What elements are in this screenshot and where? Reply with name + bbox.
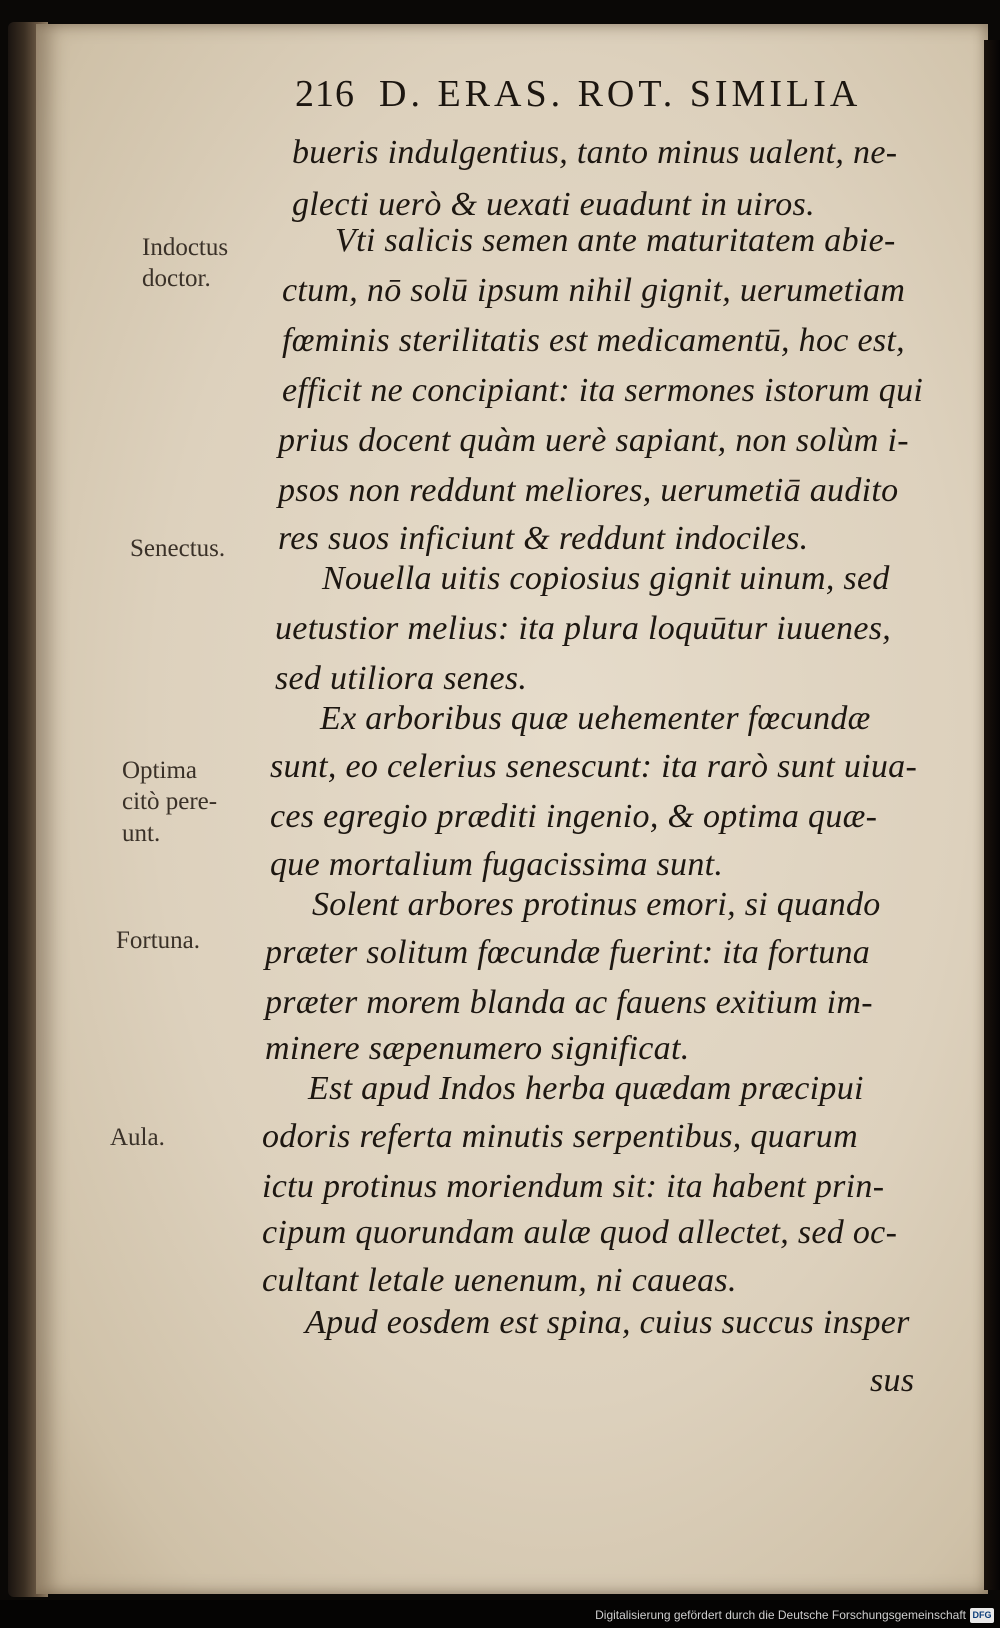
body-line: odoris referta minutis serpentibus, quarum: [262, 1118, 858, 1155]
body-line: ces egregio præditi ingenio, & optima quæ-: [270, 798, 878, 835]
body-line: Apud eosdem est spina, cuius succus insper: [305, 1304, 910, 1341]
body-line: ctum, nō solū ipsum nihil gignit, uerumetiam: [282, 272, 906, 309]
funding-credit: Digitalisierung gefördert durch die Deutsche Forschungsgemeinschaft: [595, 1608, 966, 1622]
marginal-note-line: unt.: [122, 819, 161, 847]
body-line: præter morem blanda ac fauens exitium im-: [265, 984, 873, 1021]
body-line: Nouella uitis copiosius gignit uinum, sed: [322, 560, 890, 597]
body-line: fœminis sterilitatis est medicamentū, hoc est,: [282, 322, 905, 359]
body-line: cultant letale uenenum, ni caueas.: [262, 1262, 737, 1299]
body-line: sed utiliora senes.: [275, 660, 528, 697]
page-right-shadow: [984, 40, 1000, 1590]
running-title: D. ERAS. ROT. SIMILIA: [379, 73, 862, 115]
dfg-logo: DFG: [970, 1608, 994, 1623]
body-line: efficit ne concipiant: ita sermones istorum qui: [282, 372, 924, 409]
body-line: res suos inficiunt & reddunt indociles.: [278, 520, 809, 557]
page-number: 216: [295, 73, 355, 115]
marginal-note: [142, 232, 228, 295]
body-line: bueris indulgentius, tanto minus ualent, ne-: [292, 134, 898, 171]
body-line: minere sæpenumero significat.: [265, 1030, 690, 1067]
body-line: Solent arbores protinus emori, si quando: [312, 886, 881, 923]
body-line: glecti uerò & uexati euadunt in uiros.: [292, 186, 815, 223]
marginal-note-line: Fortuna.: [116, 927, 201, 954]
footer-bar: [0, 1600, 1000, 1628]
body-line: sunt, eo celerius senescunt: ita rarò sunt uiua-: [270, 748, 918, 785]
marginal-note-line: doctor.: [142, 265, 211, 293]
body-line: cipum quorundam aulæ quod allectet, sed oc-: [262, 1214, 898, 1251]
marginal-note: [130, 533, 225, 564]
catchword: sus: [870, 1362, 915, 1399]
marginal-note-line: Senectus.: [130, 535, 226, 562]
marginal-note-line: Indoctus: [142, 234, 229, 261]
body-line: ictu protinus moriendum sit: ita habent prin-: [262, 1168, 885, 1205]
marginal-note: [110, 1122, 165, 1153]
marginal-note-line: citò pere-: [122, 788, 218, 816]
body-line: præter solitum fœcundæ fuerint: ita fortuna: [265, 934, 871, 971]
body-line: psos non reddunt meliores, uerumetiā audito: [278, 472, 899, 509]
marginal-note: [122, 755, 217, 849]
body-line: Est apud Indos herba quædam præcipui: [308, 1070, 864, 1107]
marginal-note-line: Optima: [122, 757, 197, 784]
running-head: [295, 72, 861, 116]
body-line: Vti salicis semen ante maturitatem abie-: [335, 222, 896, 259]
body-line: uetustior melius: ita plura loquūtur iuuenes,: [275, 610, 892, 647]
body-line: Ex arboribus quæ uehementer fœcundæ: [320, 700, 871, 737]
marginal-note-line: Aula.: [110, 1124, 165, 1151]
body-line: prius docent quàm uerè sapiant, non solùm i-: [278, 422, 909, 459]
marginal-note: [116, 925, 200, 956]
body-line: que mortalium fugacissima sunt.: [270, 846, 724, 883]
